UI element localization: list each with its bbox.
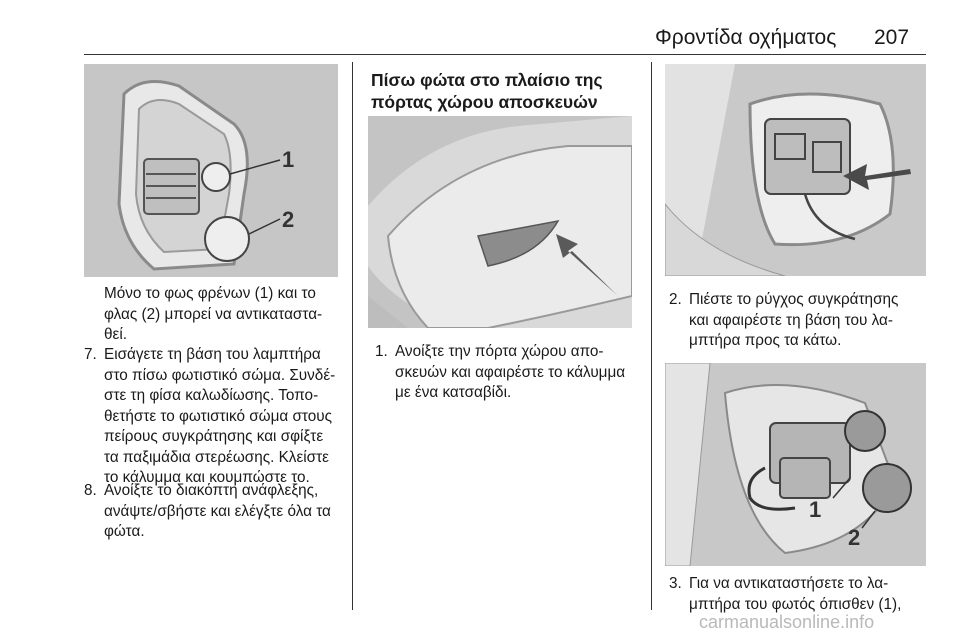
step-text xyxy=(104,481,331,543)
step-text xyxy=(395,342,625,404)
step-line: Εισάγετε τη βάση του λαμπτήρα xyxy=(104,346,321,363)
header-divider xyxy=(84,54,926,55)
step-line: Για να αντικαταστήσετε το λα- xyxy=(689,575,889,592)
step-text xyxy=(689,574,901,615)
step-line: το κάλυμμα και κουμπώστε το. xyxy=(104,469,310,486)
step-line: Πιέστε το ρύγχος συγκράτησης xyxy=(689,291,899,308)
step-text xyxy=(689,290,898,352)
step-line: θετήστε το φωτιστικό σώμα στους xyxy=(104,407,333,425)
heading-line: Πίσω φώτα στο πλαίσιο της xyxy=(371,70,603,90)
step-line: και αφαιρέστε τη βάση του λα- xyxy=(689,311,893,329)
caption-line: Μόνο το φως φρένων (1) και το xyxy=(104,285,316,302)
step-number: 7. xyxy=(84,346,97,363)
figure-rear-lamp-bulb-holder xyxy=(84,64,338,277)
column-divider-right xyxy=(651,62,652,610)
page-number: 207 xyxy=(874,26,910,49)
step-line: Ανοίξτε την πόρτα χώρου απο- xyxy=(395,343,604,360)
step-2 xyxy=(669,290,939,356)
step-line: πείρους συγκράτησης και σφίξτε xyxy=(104,428,324,445)
step-line: με ένα κατσαβίδι. xyxy=(395,384,512,401)
step-number: 1. xyxy=(375,343,388,360)
page-header-title: Φροντίδα οχήματος xyxy=(655,26,837,49)
step-line: τα παξιμάδια στερέωσης. Κλείστε xyxy=(104,448,329,466)
step-text xyxy=(104,345,335,489)
section-heading xyxy=(371,69,631,113)
step-line: σκευών και αφαιρέστε το κάλυμμα xyxy=(395,363,626,381)
step-line: Ανοίξτε το διακόπτη ανάφλεξης, xyxy=(104,482,319,499)
step-number: 2. xyxy=(669,291,682,308)
step-line: στε τη φίσα καλωδίωσης. Τοπο- xyxy=(104,387,319,404)
step-7 xyxy=(84,345,352,491)
figure-bulb-holder-removal xyxy=(665,64,926,276)
step-line: ανάψτε/σβήστε και ελέγξτε όλα τα xyxy=(104,502,331,520)
caption-line: φλας (2) μπορεί να αντικαταστα- xyxy=(104,305,323,323)
step-line: μπτήρα του φωτός όπισθεν (1), xyxy=(689,595,902,613)
callout-1: 1 xyxy=(809,497,822,522)
column-divider-left xyxy=(352,62,353,610)
step-1 xyxy=(375,342,645,408)
step-line: φώτα. xyxy=(104,523,145,540)
step-line: στο πίσω φωτιστικό σώμα. Συνδέ- xyxy=(104,366,336,384)
figure-caption xyxy=(104,284,322,346)
figure-tailgate-cover xyxy=(368,116,632,328)
figure-bulbs-reverse-light xyxy=(665,363,926,566)
heading-line: πόρτας χώρου αποσκευών xyxy=(371,92,598,112)
footer-watermark: carmanualsonline.info xyxy=(699,612,875,632)
step-number: 8. xyxy=(84,482,97,499)
callout-2: 2 xyxy=(282,207,295,232)
callout-2: 2 xyxy=(848,525,861,550)
step-line: μπτήρα προς τα κάτω. xyxy=(689,332,842,349)
step-number: 3. xyxy=(669,575,682,592)
caption-line: θεί. xyxy=(104,326,127,343)
step-8 xyxy=(84,481,352,547)
callout-1: 1 xyxy=(282,147,295,172)
